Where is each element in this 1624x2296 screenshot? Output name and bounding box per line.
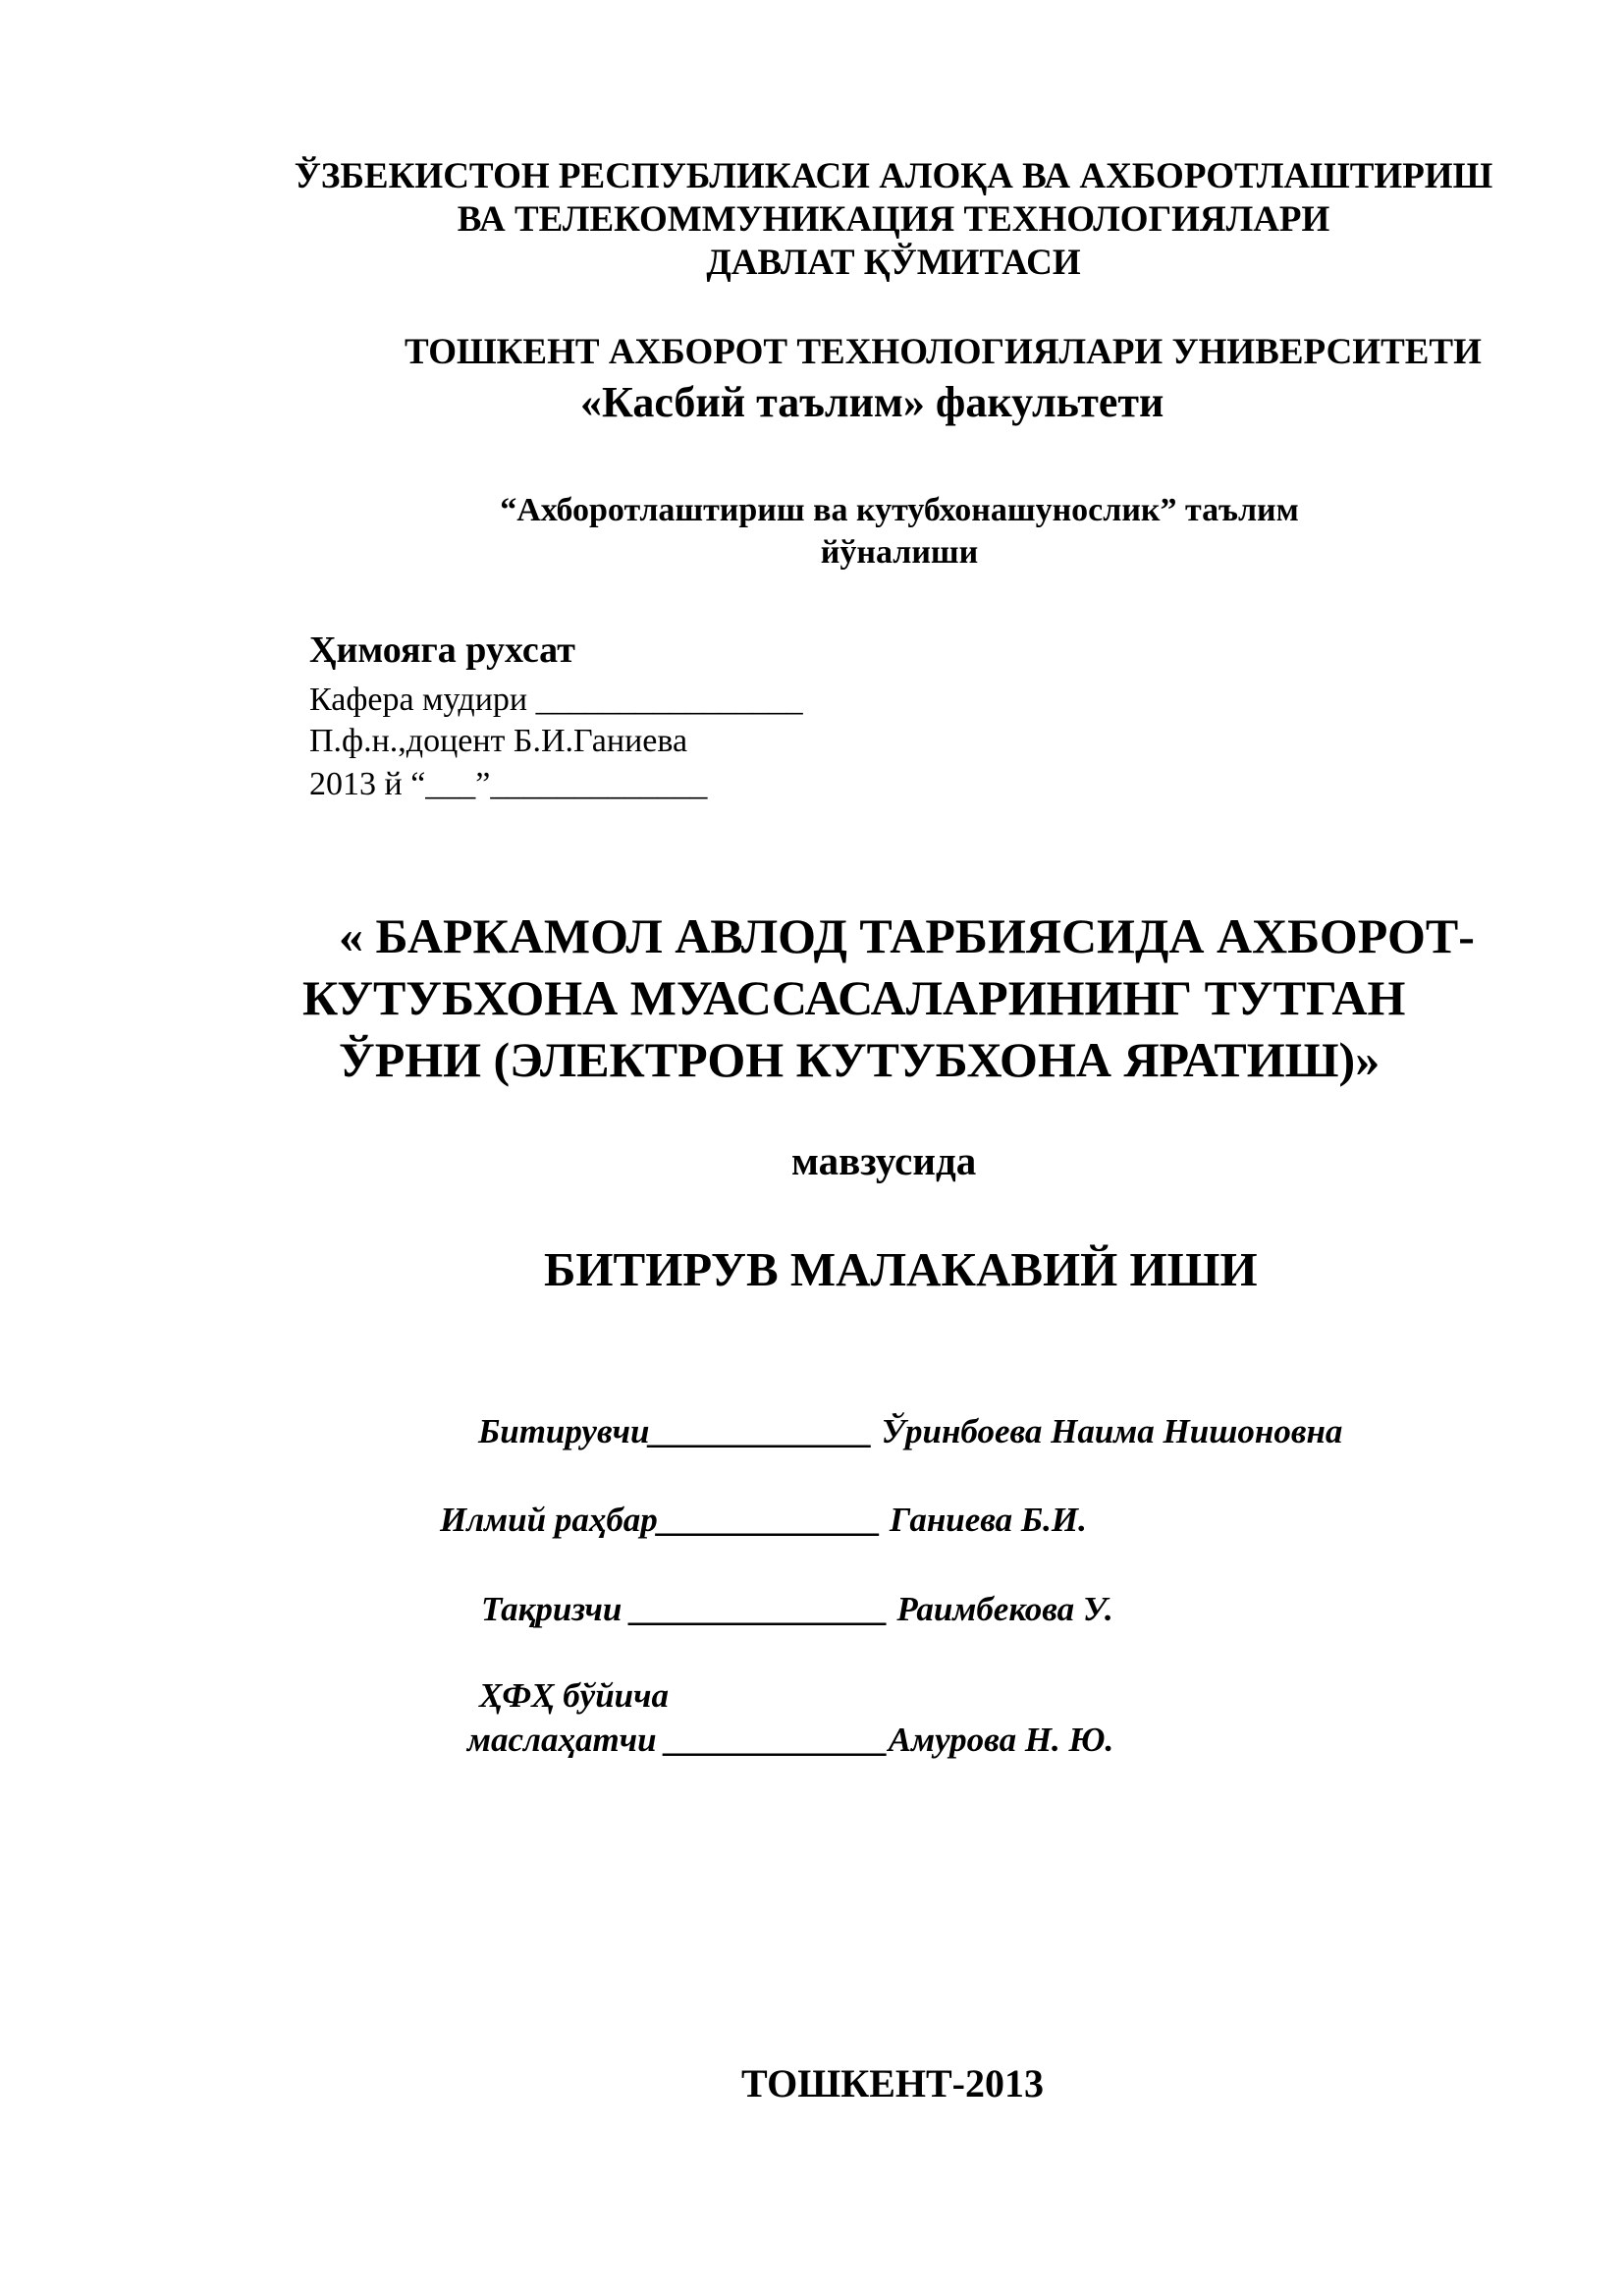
thesis-title-line3: ЎРНИ (ЭЛЕКТРОН КУТУБХОНА ЯРАТИШ)» xyxy=(339,1032,1380,1087)
city-year: ТОШКЕНТ-2013 xyxy=(741,2061,1044,2105)
study-direction-line2: йўналиши xyxy=(820,534,979,571)
approval-title: Ҳимояга рухсат xyxy=(309,629,575,671)
faculty-name: «Касбий таълим» факультети xyxy=(580,378,1164,426)
ministry-header xyxy=(0,155,1624,285)
approval-head-of-department: Кафера мудири ________________ xyxy=(309,682,803,718)
study-direction xyxy=(408,489,1390,574)
approval-name: П.ф.н.,доцент Б.И.Ганиева xyxy=(309,723,688,759)
ministry-header-line2: ВА ТЕЛЕКОММУНИКАЦИЯ ТЕХНОЛОГИЯЛАРИ xyxy=(457,199,1330,240)
approval-date: 2013 й “___”_____________ xyxy=(309,766,708,802)
work-type: БИТИРУВ МАЛАКАВИЙ ИШИ xyxy=(544,1242,1258,1296)
university-name: ТОШКЕНТ АХБОРОТ ТЕХНОЛОГИЯЛАРИ УНИВЕРСИТЕТИ xyxy=(405,332,1482,372)
signature-supervisor: Илмий раҳбар_____________ Ганиева Б.И. xyxy=(440,1501,1087,1539)
signature-consultant-title: ҲФҲ бўйича xyxy=(479,1676,669,1715)
study-direction-line1: “Ахборотлаштириш ва кутубхонашунослик” таълим xyxy=(500,492,1299,528)
signature-consultant: маслаҳатчи _____________Амурова Н. Ю. xyxy=(467,1721,1114,1759)
ministry-header-line1: ЎЗБЕКИСТОН РЕСПУБЛИКАСИ АЛОҚА ВА АХБОРОТЛАШТИРИШ xyxy=(294,156,1493,196)
signature-reviewer: Тақризчи _______________ Раимбекова У. xyxy=(481,1590,1113,1628)
signature-graduate: Битирувчи_____________ Ўринбоева Наима Нишоновна xyxy=(478,1412,1343,1450)
thesis-title-line2: КУТУБХОНА МУАССАСАЛАРИНИНГ ТУТГАН xyxy=(302,970,1406,1025)
topic-label: мавзусида xyxy=(791,1138,977,1183)
thesis-title-line1: « БАРКАМОЛ АВЛОД ТАРБИЯСИДА АХБОРОТ- xyxy=(339,908,1475,963)
ministry-header-line3: ДАВЛАТ ҚЎМИТАСИ xyxy=(706,243,1081,283)
